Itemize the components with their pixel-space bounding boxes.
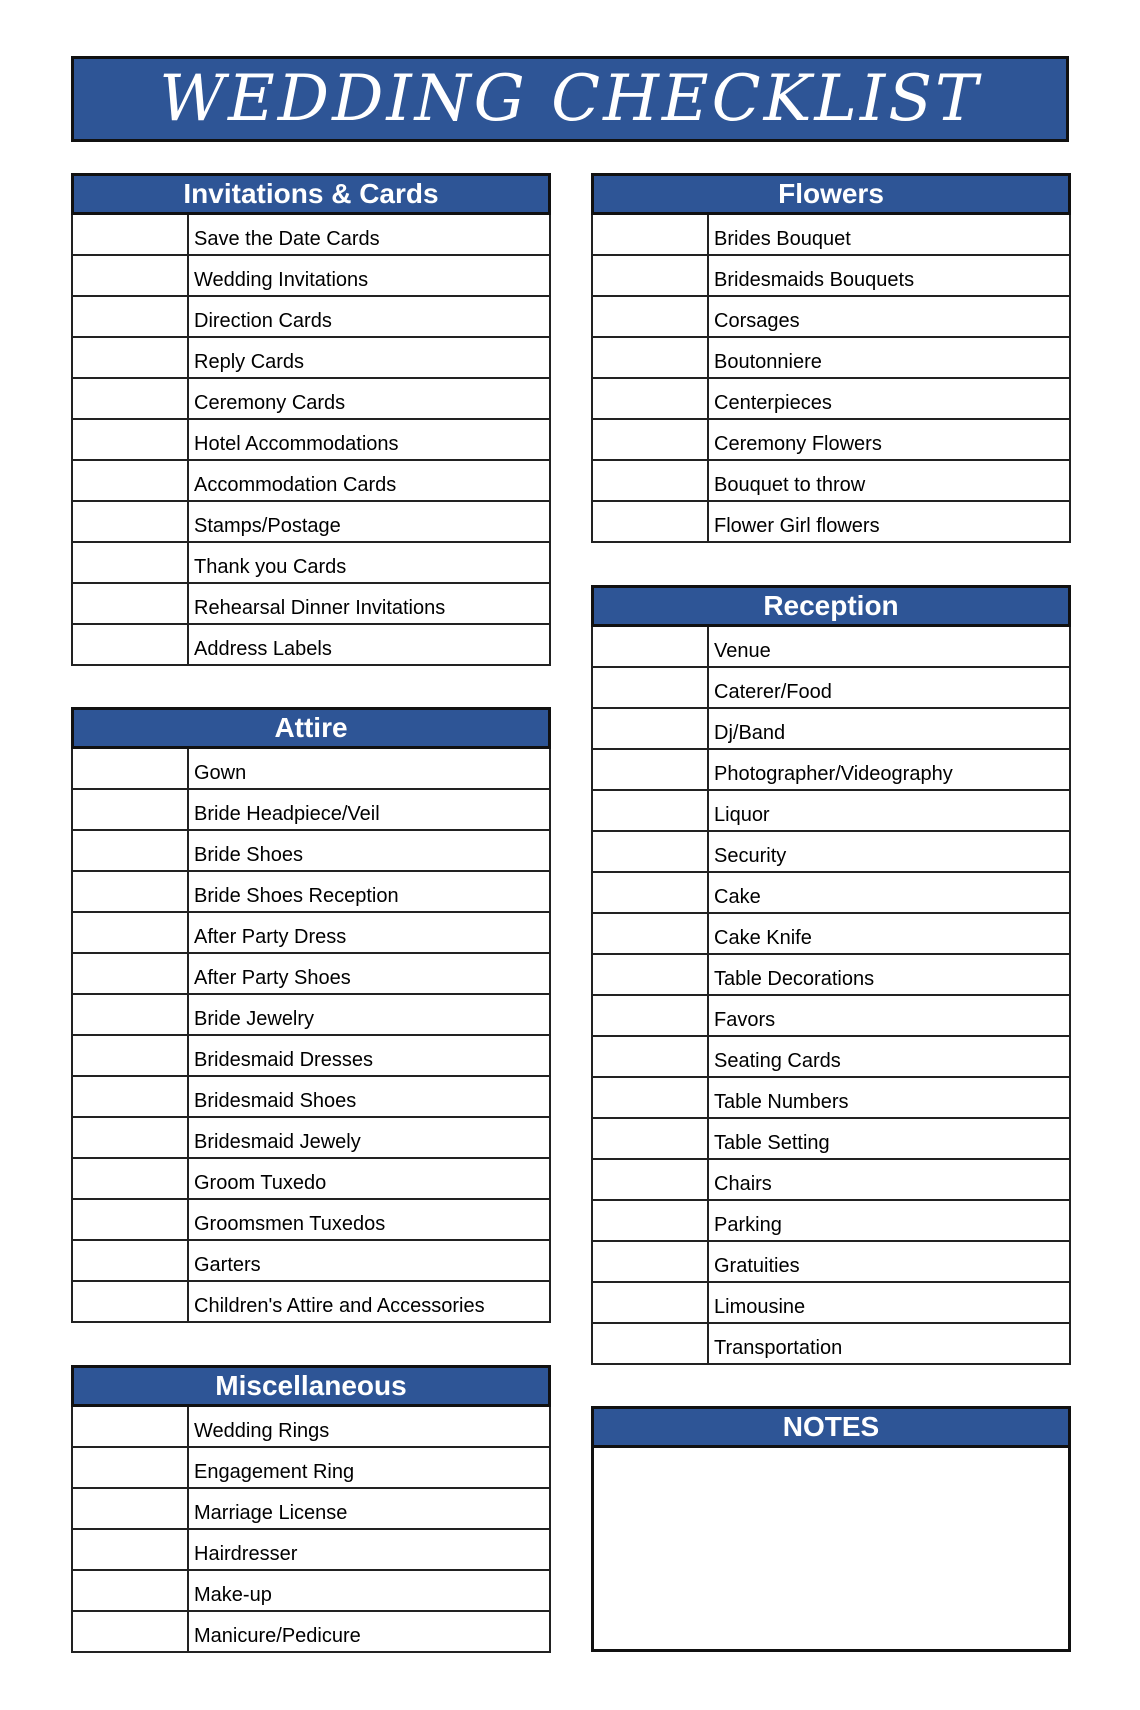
checkbox-cell[interactable] <box>73 379 189 418</box>
checkbox-cell[interactable] <box>593 832 709 871</box>
checkbox-cell[interactable] <box>593 873 709 912</box>
checklist-item-label: Groom Tuxedo <box>194 1172 327 1194</box>
checklist-item-label: Bridesmaid Jewely <box>194 1131 361 1153</box>
checklist-row <box>73 913 549 954</box>
checklist-item-label: Photographer/Videography <box>714 763 953 785</box>
checkbox-cell[interactable] <box>593 1283 709 1322</box>
checklist-item-label: Limousine <box>714 1296 806 1318</box>
checklist-row <box>593 338 1069 379</box>
checkbox-cell[interactable] <box>73 256 189 295</box>
checklist-item-label: Centerpieces <box>714 392 832 414</box>
checklist-item-label: Hotel Accommodations <box>194 433 399 455</box>
checklist-item-label: Bride Shoes <box>194 844 303 866</box>
checklist-row <box>593 502 1069 543</box>
checkbox-cell[interactable] <box>593 709 709 748</box>
checklist-row <box>593 379 1069 420</box>
checklist-item-label: Venue <box>714 640 771 662</box>
checklist-row <box>593 1242 1069 1283</box>
checkbox-cell[interactable] <box>593 627 709 666</box>
checklist-row <box>73 954 549 995</box>
checklist-item-label: Corsages <box>714 310 800 332</box>
checklist-row <box>593 873 1069 914</box>
checkbox-cell[interactable] <box>593 338 709 377</box>
checkbox-cell[interactable] <box>73 1612 189 1651</box>
checkbox-cell[interactable] <box>73 420 189 459</box>
section-heading: Invitations & Cards <box>71 173 551 215</box>
checkbox-cell[interactable] <box>73 1530 189 1569</box>
checkbox-cell[interactable] <box>593 461 709 500</box>
checklist-row <box>73 502 549 543</box>
checklist-row <box>73 995 549 1036</box>
checklist-row <box>73 256 549 297</box>
section-heading: Attire <box>71 707 551 749</box>
checklist-row <box>593 1201 1069 1242</box>
checklist-item-label: Security <box>714 845 787 867</box>
checklist-item-label: After Party Dress <box>194 926 347 948</box>
checklist-row <box>73 1241 549 1282</box>
checkbox-cell[interactable] <box>593 750 709 789</box>
checklist-item-label: Boutonniere <box>714 351 822 373</box>
checklist-row <box>73 1571 549 1612</box>
checklist-row <box>593 420 1069 461</box>
checklist-item-label: Brides Bouquet <box>714 228 851 250</box>
checklist-row <box>593 1324 1069 1365</box>
checkbox-cell[interactable] <box>73 831 189 870</box>
checklist-item-label: Transportation <box>714 1337 843 1359</box>
checklist-item-label: Bridesmaid Shoes <box>194 1090 357 1112</box>
checklist-row <box>593 297 1069 338</box>
checklist-row <box>593 1283 1069 1324</box>
checklist-row <box>73 1077 549 1118</box>
section-miscellaneous <box>71 1365 551 1653</box>
checkbox-cell[interactable] <box>73 625 189 664</box>
checkbox-cell[interactable] <box>593 1037 709 1076</box>
checklist-item-label: Table Numbers <box>714 1091 849 1113</box>
checklist-item-label: Bride Headpiece/Veil <box>194 803 380 825</box>
checkbox-cell[interactable] <box>73 543 189 582</box>
checklist-row <box>593 832 1069 873</box>
checklist-item-label: Wedding Rings <box>194 1420 330 1442</box>
checklist-item-label: Gratuities <box>714 1255 800 1277</box>
checkbox-cell[interactable] <box>593 379 709 418</box>
checklist-item-label: Bride Jewelry <box>194 1008 315 1030</box>
checkbox-cell[interactable] <box>73 1200 189 1239</box>
checklist-row <box>73 584 549 625</box>
section-reception <box>591 585 1071 1365</box>
notes-area[interactable] <box>591 1448 1071 1652</box>
checklist-item-label: Rehearsal Dinner Invitations <box>194 597 446 619</box>
section-heading: Miscellaneous <box>71 1365 551 1407</box>
checklist-row <box>73 1530 549 1571</box>
checklist-row <box>593 914 1069 955</box>
checklist-row <box>73 1200 549 1241</box>
checklist-row <box>73 1118 549 1159</box>
checkbox-cell[interactable] <box>73 461 189 500</box>
checkbox-cell[interactable] <box>593 420 709 459</box>
checklist-item-label: Favors <box>714 1009 776 1031</box>
checkbox-cell[interactable] <box>73 1489 189 1528</box>
checkbox-cell[interactable] <box>593 668 709 707</box>
checkbox-cell[interactable] <box>73 790 189 829</box>
checkbox-cell[interactable] <box>593 1242 709 1281</box>
checkbox-cell[interactable] <box>593 1201 709 1240</box>
checkbox-cell[interactable] <box>593 1119 709 1158</box>
checklist-item-label: Accommodation Cards <box>194 474 397 496</box>
checklist-row <box>73 420 549 461</box>
section-attire <box>71 707 551 1323</box>
checklist-row <box>593 627 1069 668</box>
checkbox-cell[interactable] <box>593 297 709 336</box>
checklist-row <box>73 1448 549 1489</box>
checklist-item-label: Bridesmaid Dresses <box>194 1049 373 1071</box>
checklist-row <box>593 1037 1069 1078</box>
checkbox-cell[interactable] <box>73 1448 189 1487</box>
checklist-row <box>73 338 549 379</box>
checklist-row <box>593 1119 1069 1160</box>
checklist-item-label: Caterer/Food <box>714 681 832 703</box>
checklist-row <box>593 955 1069 996</box>
checklist-item-label: Groomsmen Tuxedos <box>194 1213 386 1235</box>
checkbox-cell[interactable] <box>593 215 709 254</box>
section-notes <box>591 1406 1071 1652</box>
checklist-row <box>73 872 549 913</box>
checkbox-cell[interactable] <box>73 1407 189 1446</box>
checkbox-cell[interactable] <box>73 338 189 377</box>
checkbox-cell[interactable] <box>73 502 189 541</box>
checklist-item-label: Table Setting <box>714 1132 830 1154</box>
checklist-row <box>73 625 549 666</box>
checklist-item-label: Bridesmaids Bouquets <box>714 269 915 291</box>
checklist-row <box>593 750 1069 791</box>
checkbox-cell[interactable] <box>73 1077 189 1116</box>
checklist-item-label: Cake <box>714 886 761 908</box>
checklist-row <box>593 1160 1069 1201</box>
checklist-item-label: Hairdresser <box>194 1543 298 1565</box>
checklist-item-label: Garters <box>194 1254 261 1276</box>
checkbox-cell[interactable] <box>593 955 709 994</box>
checklist-row <box>593 256 1069 297</box>
checkbox-cell[interactable] <box>593 996 709 1035</box>
checklist-item-label: Dj/Band <box>714 722 786 744</box>
checkbox-cell[interactable] <box>73 215 189 254</box>
checklist-item-label: Wedding Invitations <box>194 269 369 291</box>
checklist-item-label: Cake Knife <box>714 927 812 949</box>
page-title: WEDDING CHECKLIST <box>159 62 981 136</box>
checklist-item-label: Marriage License <box>194 1502 348 1524</box>
checklist-item-label: Ceremony Cards <box>194 392 346 414</box>
checkbox-cell[interactable] <box>73 995 189 1034</box>
checkbox-cell[interactable] <box>593 256 709 295</box>
checklist-row <box>73 790 549 831</box>
checklist-item-label: Children's Attire and Accessories <box>194 1295 485 1317</box>
checklist-item-label: Manicure/Pedicure <box>194 1625 361 1647</box>
checklist-row <box>73 1612 549 1653</box>
checklist-row <box>73 461 549 502</box>
checklist-row <box>73 1159 549 1200</box>
checklist-row <box>73 1282 549 1323</box>
section-flowers <box>591 173 1071 543</box>
checklist-item-label: Stamps/Postage <box>194 515 341 537</box>
checklist-row <box>593 709 1069 750</box>
checklist-item-label: Make-up <box>194 1584 272 1606</box>
checkbox-cell[interactable] <box>73 913 189 952</box>
section-heading: NOTES <box>591 1406 1071 1448</box>
checkbox-cell[interactable] <box>73 1282 189 1321</box>
checklist-row <box>73 379 549 420</box>
checklist-item-label: Reply Cards <box>194 351 305 373</box>
checkbox-cell[interactable] <box>73 1159 189 1198</box>
checklist-row <box>73 749 549 790</box>
checklist-item-label: After Party Shoes <box>194 967 351 989</box>
section-heading: Flowers <box>591 173 1071 215</box>
checklist-item-label: Ceremony Flowers <box>714 433 882 455</box>
checklist-row <box>593 668 1069 709</box>
checklist-item-label: Chairs <box>714 1173 772 1195</box>
checkbox-cell[interactable] <box>73 1118 189 1157</box>
page-title-banner <box>71 56 1069 142</box>
checklist-item-label: Thank you Cards <box>194 556 347 578</box>
checklist-row <box>593 1078 1069 1119</box>
checkbox-cell[interactable] <box>73 1241 189 1280</box>
checklist-item-label: Address Labels <box>194 638 332 660</box>
checklist-item-label: Seating Cards <box>714 1050 841 1072</box>
checklist-row <box>73 297 549 338</box>
checkbox-cell[interactable] <box>593 502 709 541</box>
checkbox-cell[interactable] <box>73 1036 189 1075</box>
section-heading: Reception <box>591 585 1071 627</box>
checklist-item-label: Bouquet to throw <box>714 474 866 496</box>
checklist-item-label: Gown <box>194 762 247 784</box>
checkbox-cell[interactable] <box>593 791 709 830</box>
checkbox-cell[interactable] <box>593 1160 709 1199</box>
checkbox-cell[interactable] <box>73 872 189 911</box>
checklist-item-label: Direction Cards <box>194 310 332 332</box>
checklist-item-label: Table Decorations <box>714 968 875 990</box>
checklist-row <box>73 215 549 256</box>
checklist-item-label: Flower Girl flowers <box>714 515 880 537</box>
section-invitations <box>71 173 551 666</box>
checklist-row <box>73 1489 549 1530</box>
checklist-row <box>593 996 1069 1037</box>
checklist-row <box>73 1407 549 1448</box>
checkbox-cell[interactable] <box>593 1324 709 1363</box>
checklist-row <box>593 461 1069 502</box>
checklist-row <box>73 1036 549 1077</box>
checklist-item-label: Liquor <box>714 804 770 826</box>
checklist-item-label: Parking <box>714 1214 782 1236</box>
checkbox-cell[interactable] <box>73 954 189 993</box>
checkbox-cell[interactable] <box>73 1571 189 1610</box>
checklist-item-label: Bride Shoes Reception <box>194 885 399 907</box>
checklist-row <box>593 791 1069 832</box>
checklist-row <box>73 831 549 872</box>
checklist-row <box>593 215 1069 256</box>
checkbox-cell[interactable] <box>73 297 189 336</box>
checkbox-cell[interactable] <box>73 584 189 623</box>
checklist-item-label: Engagement Ring <box>194 1461 355 1483</box>
checkbox-cell[interactable] <box>73 749 189 788</box>
checkbox-cell[interactable] <box>593 1078 709 1117</box>
checklist-row <box>73 543 549 584</box>
checklist-item-label: Save the Date Cards <box>194 228 380 250</box>
checkbox-cell[interactable] <box>593 914 709 953</box>
